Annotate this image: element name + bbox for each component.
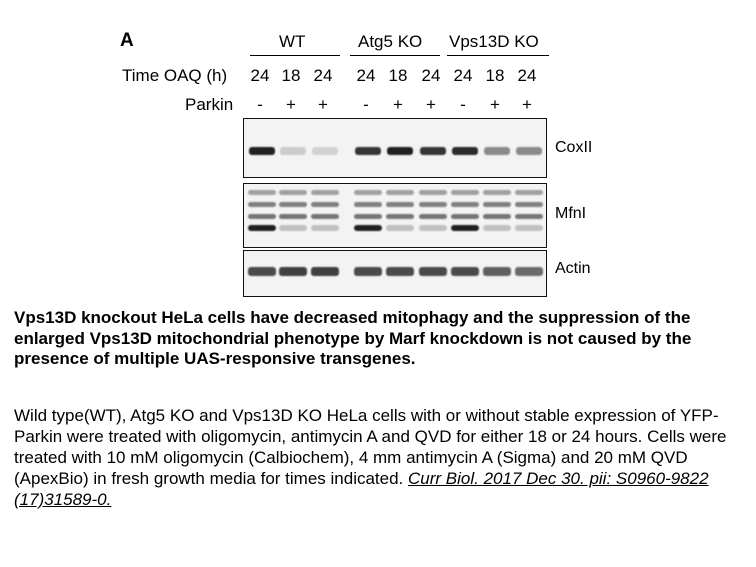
blot-band [386, 202, 414, 207]
blot-band [279, 190, 307, 195]
blot-band [248, 214, 276, 219]
blot-band [249, 147, 275, 155]
blot-band [248, 267, 276, 276]
blot-band [516, 147, 542, 155]
time-row-label: Time OAQ (h) [122, 66, 228, 85]
lane-time-1: 24 [250, 66, 270, 85]
blot-band [354, 267, 382, 276]
blot-band [451, 214, 479, 219]
blot-band [311, 202, 339, 207]
blot-band [386, 225, 414, 231]
protein-label-actin: Actin [555, 260, 591, 277]
lane-time-2: 18 [281, 66, 301, 85]
blot-band [386, 214, 414, 219]
blot-band [311, 214, 339, 219]
blot-band [483, 214, 511, 219]
blot-band [419, 190, 447, 195]
blot-band [248, 190, 276, 195]
lane-time-5: 18 [388, 66, 408, 85]
lane-time-8: 18 [485, 66, 505, 85]
blot-band [515, 225, 543, 231]
lane-parkin-1: - [257, 95, 263, 114]
blot-band [279, 214, 307, 219]
caption-body [14, 405, 744, 510]
panel-letter: A [120, 30, 134, 51]
blot-band [312, 147, 338, 155]
blot-band [354, 225, 382, 231]
blot-band [483, 202, 511, 207]
blot-band [452, 147, 478, 155]
blot-band [451, 267, 479, 276]
lane-time-7: 24 [453, 66, 473, 85]
blot-band [387, 147, 413, 155]
blot-band [515, 267, 543, 276]
blot-band [419, 225, 447, 231]
blot-band [483, 225, 511, 231]
blot-band [248, 225, 276, 231]
blot-band [311, 225, 339, 231]
blot-band [451, 225, 479, 231]
caption-body-text: Wild type(WT), Atg5 KO and Vps13D KO HeLa cells with or without stable expression of YFP-Parkin were treated with oligomycin, antimycin A and QVD for either 18 or 24 hours. Cells were treated with 10 mM oligomycin (Calbiochem), 4 mm antimycin A (Sigma) and 20 mM QVD (ApexBio) in fresh growth media for times indicated. [14, 406, 727, 488]
lane-parkin-6: + [426, 95, 436, 114]
blot-band [419, 202, 447, 207]
blot-band [451, 202, 479, 207]
blot-band [515, 190, 543, 195]
blot-band [386, 190, 414, 195]
blot-band [279, 225, 307, 231]
lane-time-9: 24 [517, 66, 537, 85]
group-underline-atg5-ko [350, 55, 440, 56]
blot-band [451, 190, 479, 195]
blot-band [515, 202, 543, 207]
group-label-vps13d-ko: Vps13D KO [449, 32, 539, 51]
group-label-atg5-ko: Atg5 KO [358, 32, 423, 51]
protein-label-coxii: CoxII [555, 139, 593, 156]
lane-time-6: 24 [421, 66, 441, 85]
blot-band [354, 190, 382, 195]
blot-band [483, 267, 511, 276]
lane-parkin-8: + [490, 95, 500, 114]
caption-title: Vps13D knockout HeLa cells have decreased mitophagy and the suppression of the enlarged Vps13D mitochondrial phenotype by Marf knockdown is not caused by the presence of multiple UAS-responsive transgenes. [14, 308, 692, 368]
protein-label-mfni: MfnI [555, 205, 587, 222]
blot-band [355, 147, 381, 155]
blot-band [515, 214, 543, 219]
blot-band [386, 267, 414, 276]
citation-link[interactable]: Curr Biol. 2017 Dec 30. pii: S0960-9822 (17)31589-0. [14, 469, 709, 509]
lane-parkin-2: + [286, 95, 296, 114]
blot-band [354, 214, 382, 219]
group-underline-vps13d-ko [447, 55, 549, 56]
blot-band [420, 147, 446, 155]
blot-band [279, 202, 307, 207]
blot-band [280, 147, 306, 155]
lane-time-4: 24 [356, 66, 376, 85]
group-underline-wt [250, 55, 340, 56]
blot-band [484, 147, 510, 155]
parkin-row-label: Parkin [185, 95, 234, 114]
lane-parkin-9: + [522, 95, 532, 114]
blot-band [354, 202, 382, 207]
blot-mfni [243, 183, 547, 248]
lane-parkin-3: + [318, 95, 328, 114]
blot-band [311, 190, 339, 195]
lane-parkin-5: + [393, 95, 403, 114]
blot-band [279, 267, 307, 276]
lane-parkin-7: - [460, 95, 466, 114]
blot-band [419, 214, 447, 219]
group-label-wt: WT [279, 32, 306, 51]
lane-time-3: 24 [313, 66, 333, 85]
blot-actin [243, 250, 547, 297]
blot-band [311, 267, 339, 276]
lane-parkin-4: - [363, 95, 369, 114]
blot-band [419, 267, 447, 276]
blot-coxii [243, 118, 547, 178]
blot-band [248, 202, 276, 207]
blot-band [483, 190, 511, 195]
